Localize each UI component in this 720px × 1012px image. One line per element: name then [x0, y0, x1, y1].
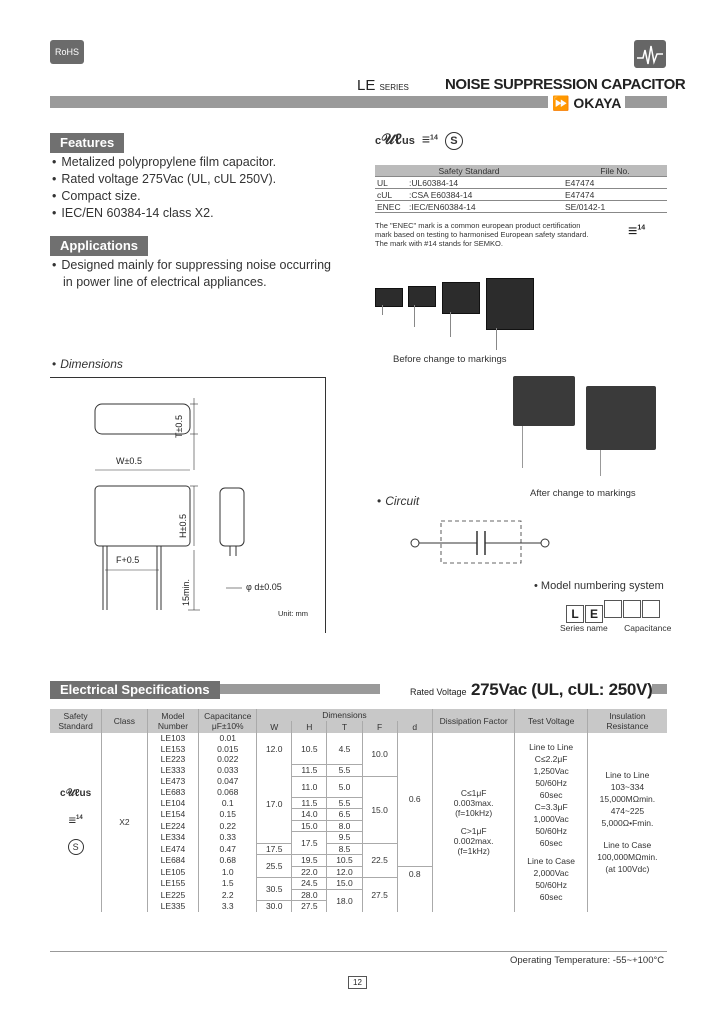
- enec-icon: ≡$^{14}$: [68, 812, 83, 828]
- test-line: 1,000Vac: [533, 814, 569, 825]
- safety-cell: :CSA E60384-14: [407, 189, 563, 201]
- h-cell: 14.0: [292, 809, 327, 821]
- model-cell: LE103: [147, 733, 199, 744]
- document-title: NOISE SUPPRESSION CAPACITOR: [445, 76, 686, 93]
- h-cell: 22.0: [292, 866, 327, 878]
- dim-f-label: F+0.5: [116, 555, 140, 565]
- cap-cell: 0.01: [199, 733, 257, 744]
- cap-cell: 0.22: [199, 820, 257, 832]
- w-cell: 17.0: [257, 765, 292, 844]
- safety-cell: SE/0142-1: [563, 201, 667, 213]
- capacitor-image: [486, 278, 534, 330]
- table-row: [375, 177, 667, 189]
- test-line: 50/60Hz: [535, 826, 567, 837]
- test-line: 60sec: [539, 892, 563, 903]
- w-cell: 17.5: [257, 843, 292, 855]
- safety-marks-cell: [50, 733, 102, 912]
- semko-icon: S: [68, 839, 84, 855]
- test-line: 50/60Hz: [535, 778, 567, 789]
- ins-line: 5,000Ω•Fmin.: [601, 818, 654, 829]
- model-numbering-label: • Model numbering system: [534, 580, 664, 592]
- ins-line: 100,000MΩmin.: [597, 852, 658, 863]
- note-line: The mark with #14 stands for SEMKO.: [375, 239, 503, 248]
- model-box-l: L: [566, 605, 584, 623]
- f-cell: 27.5: [362, 878, 397, 912]
- model-box-blank: [623, 600, 641, 618]
- enec-14-mark-icon: ≡$^{14}$: [628, 223, 646, 240]
- capacitor-image: [375, 288, 403, 307]
- model-cell: LE153: [147, 744, 199, 755]
- feature-item: • Compact size.: [52, 188, 276, 205]
- d-cell: 0.6: [397, 733, 432, 866]
- enec-mark-number: 14: [430, 134, 438, 142]
- cap-cell: 0.1: [199, 797, 257, 809]
- test-line: 2,000Vac: [533, 868, 569, 879]
- ins-line: Line to Case: [603, 840, 652, 851]
- h-cell: 27.5: [292, 901, 327, 912]
- cap-cell: 0.33: [199, 832, 257, 844]
- col-class: Class: [102, 709, 147, 733]
- operating-temperature: Operating Temperature: -55~+100°C: [510, 955, 665, 966]
- cap-cell: 0.068: [199, 787, 257, 798]
- f-cell: 22.5: [362, 843, 397, 878]
- cap-cell: 0.47: [199, 843, 257, 855]
- photo-caption-before: Before change to markings: [393, 354, 507, 365]
- ins-line: [588, 829, 667, 839]
- dissipation-cell: [432, 733, 515, 912]
- circuit-label: • Circuit: [377, 494, 419, 508]
- t-cell: 15.0: [327, 878, 362, 890]
- f-cell: 10.0: [362, 733, 397, 776]
- capacitor-image: [408, 286, 436, 307]
- f-cell: 15.0: [362, 776, 397, 843]
- safety-cell: cUL: [375, 189, 407, 201]
- model-cell: LE225: [147, 889, 199, 901]
- model-code-legend: [560, 623, 671, 633]
- t-cell: 8.5: [327, 843, 362, 855]
- h-cell: 19.5: [292, 855, 327, 867]
- class-cell: X2: [102, 733, 147, 912]
- col-t: T: [327, 721, 362, 733]
- photo-caption-after: After change to markings: [530, 488, 636, 499]
- test-line: 1,250Vac: [533, 766, 569, 777]
- model-box-blank: [642, 600, 660, 618]
- feature-item: • Metalized polypropylene film capacitor.: [52, 154, 276, 171]
- safety-cell: E47474: [563, 177, 667, 189]
- model-cell: LE154: [147, 809, 199, 821]
- cap-cell: 1.5: [199, 878, 257, 890]
- col-insulation: Insulation Resistance: [587, 709, 667, 733]
- capacitor-image: [442, 282, 480, 314]
- df-line: C≤1μF: [460, 788, 487, 799]
- test-voltage-cell: [515, 733, 587, 912]
- ins-line: 103~334: [610, 782, 645, 793]
- unit-label: Unit: mm: [278, 609, 308, 618]
- series-name-label: Series name: [560, 623, 608, 633]
- t-cell: 5.5: [327, 765, 362, 777]
- col-dissipation: Dissipation Factor: [432, 709, 515, 733]
- dim-w-label: W±0.5: [116, 456, 142, 466]
- df-line: C>1μF: [460, 826, 487, 837]
- test-line: 60sec: [539, 838, 563, 849]
- col-model: Model Number: [147, 709, 199, 733]
- h-cell: 11.5: [292, 797, 327, 809]
- df-line: 0.003max.: [453, 798, 494, 809]
- circuit-diagram: [405, 518, 565, 566]
- h-cell: 17.5: [292, 832, 327, 855]
- w-cell: 25.5: [257, 855, 292, 878]
- dimension-drawing: [50, 377, 326, 633]
- col-d: d: [397, 721, 432, 733]
- model-cell: LE334: [147, 832, 199, 844]
- enec-note: [375, 221, 645, 248]
- rated-voltage-label: Rated Voltage: [410, 687, 467, 697]
- h-cell: 28.0: [292, 889, 327, 901]
- rated-voltage-value: 275Vac (UL, cUL: 250V): [471, 680, 653, 699]
- dim-t-label: T±0.5: [174, 415, 184, 438]
- col-safety: Safety Standard: [50, 709, 102, 733]
- application-line: • Designed mainly for suppressing noise occurring: [52, 257, 331, 274]
- electrical-heading: Electrical Specifications: [50, 681, 220, 699]
- t-cell: 8.0: [327, 820, 362, 832]
- table-row: [375, 201, 667, 213]
- df-line: 0.002max.: [453, 836, 494, 847]
- model-cell: LE473: [147, 776, 199, 787]
- model-cell: LE155: [147, 878, 199, 890]
- model-numbering-text: Model numbering system: [540, 580, 664, 592]
- safety-cell: :UL60384-14: [407, 177, 563, 189]
- note-line: The "ENEC" mark is a common european product certification: [375, 221, 581, 230]
- cap-cell: 1.0: [199, 866, 257, 878]
- series-word: SERIES: [379, 83, 409, 92]
- t-cell: 6.5: [327, 809, 362, 821]
- t-cell: 5.5: [327, 797, 362, 809]
- col-capacitance: Capacitance μF±10%: [199, 709, 257, 733]
- h-cell: 24.5: [292, 878, 327, 890]
- model-cell: LE333: [147, 765, 199, 777]
- test-line: 60sec: [539, 790, 563, 801]
- h-cell: 10.5: [292, 733, 327, 765]
- cap-cell: 0.15: [199, 809, 257, 821]
- w-cell: 12.0: [257, 733, 292, 765]
- h-cell: 15.0: [292, 820, 327, 832]
- electrical-spec-table: [50, 709, 667, 912]
- capacitance-label: Capacitance: [624, 623, 672, 633]
- capacitor-image: [513, 376, 575, 426]
- test-line: Line to Case: [527, 856, 576, 867]
- application-line: in power line of electrical appliances.: [63, 275, 267, 289]
- brand-logo: [548, 96, 625, 110]
- model-code-boxes: [566, 600, 661, 623]
- note-line: mark based on testing to harmonised European safety standard.: [375, 230, 589, 239]
- dim-d-label: φ d±0.05: [246, 582, 282, 592]
- cap-cell: 0.022: [199, 754, 257, 765]
- insulation-cell: [587, 733, 667, 912]
- safety-marks: [375, 131, 463, 150]
- model-cell: LE684: [147, 855, 199, 867]
- safety-cell: ENEC: [375, 201, 407, 213]
- cap-cell: 0.033: [199, 765, 257, 777]
- cul-us-icon: c𝒰ℓus: [60, 788, 92, 800]
- rohs-badge: RoHS: [50, 40, 84, 64]
- model-cell: LE224: [147, 820, 199, 832]
- safety-cell: UL: [375, 177, 407, 189]
- table-row: [375, 189, 667, 201]
- dim-min-label: 15min.: [181, 578, 191, 606]
- model-cell: LE683: [147, 787, 199, 798]
- col-test-voltage: Test Voltage: [515, 709, 587, 733]
- features-list: [52, 154, 276, 222]
- t-cell: 18.0: [327, 889, 362, 912]
- col-f: F: [362, 721, 397, 733]
- safety-cell: :IEC/EN60384-14: [407, 201, 563, 213]
- dim-h-label: H±0.5: [178, 514, 188, 538]
- cap-cell: 2.2: [199, 889, 257, 901]
- brand-name: OKAYA: [573, 95, 622, 111]
- series-code: LE: [357, 77, 376, 94]
- t-cell: 12.0: [327, 866, 362, 878]
- cap-cell: 0.047: [199, 776, 257, 787]
- applications-heading: Applications: [50, 236, 148, 256]
- model-box-blank: [604, 600, 622, 618]
- cul-us-mark-icon: c𝒰ℓus: [375, 131, 415, 148]
- feature-item: • Rated voltage 275Vac (UL, cUL 250V).: [52, 171, 276, 188]
- cap-cell: 0.68: [199, 855, 257, 867]
- t-cell: 9.5: [327, 832, 362, 844]
- t-cell: 4.5: [327, 733, 362, 765]
- df-line: (f=10kHz): [455, 808, 493, 819]
- df-line: [433, 818, 515, 826]
- ins-line: 474~225: [610, 806, 645, 817]
- safety-cell: E47474: [563, 189, 667, 201]
- dimensions-label: • Dimensions: [52, 357, 123, 371]
- page-number: 12: [348, 976, 367, 989]
- feature-item: • IEC/EN 60384-14 class X2.: [52, 205, 276, 222]
- waveform-icon: [634, 40, 666, 68]
- model-cell: LE335: [147, 901, 199, 912]
- table-bottom-rule: [50, 951, 667, 952]
- table-row: [50, 733, 667, 744]
- col-h: H: [292, 721, 327, 733]
- w-cell: 30.0: [257, 901, 292, 912]
- model-cell: LE104: [147, 797, 199, 809]
- capacitor-photo-before: [370, 270, 550, 350]
- waveform-logo: [634, 40, 666, 68]
- d-cell: 0.8: [397, 866, 432, 912]
- rated-voltage: [380, 680, 652, 704]
- cap-cell: 0.015: [199, 744, 257, 755]
- ins-line: Line to Line: [605, 770, 650, 781]
- model-cell: LE474: [147, 843, 199, 855]
- series-label: [357, 77, 409, 94]
- capacitor-image: [586, 386, 656, 450]
- col-w: W: [257, 721, 292, 733]
- model-cell: LE105: [147, 866, 199, 878]
- safety-col-standard: Safety Standard: [375, 165, 563, 177]
- col-dimensions: Dimensions: [257, 709, 433, 721]
- table-header-row: [50, 709, 667, 721]
- t-cell: 10.5: [327, 855, 362, 867]
- cap-cell: 3.3: [199, 901, 257, 912]
- features-heading: Features: [50, 133, 124, 153]
- ins-line: (at 100Vdc): [605, 864, 650, 875]
- test-line: Line to Line: [529, 742, 574, 753]
- semko-mark-icon: S: [445, 132, 463, 150]
- enec-mark-icon: ≡: [421, 131, 431, 147]
- okaya-icon: ⏩: [552, 95, 570, 111]
- safety-table: [375, 165, 667, 213]
- test-line: C=3.3μF: [534, 802, 568, 813]
- test-line: 50/60Hz: [535, 880, 567, 891]
- applications-list: [52, 257, 331, 291]
- ins-line: 15,000MΩmin.: [599, 794, 656, 805]
- df-line: (f=1kHz): [457, 846, 490, 857]
- model-cell: LE223: [147, 754, 199, 765]
- w-cell: 30.5: [257, 878, 292, 901]
- capacitor-photo-after: [510, 376, 670, 476]
- model-box-e: E: [585, 605, 603, 623]
- h-cell: 11.0: [292, 776, 327, 797]
- t-cell: 5.0: [327, 776, 362, 797]
- test-line: C≤2.2μF: [534, 754, 568, 765]
- h-cell: 11.5: [292, 765, 327, 777]
- safety-col-file: File No.: [563, 165, 667, 177]
